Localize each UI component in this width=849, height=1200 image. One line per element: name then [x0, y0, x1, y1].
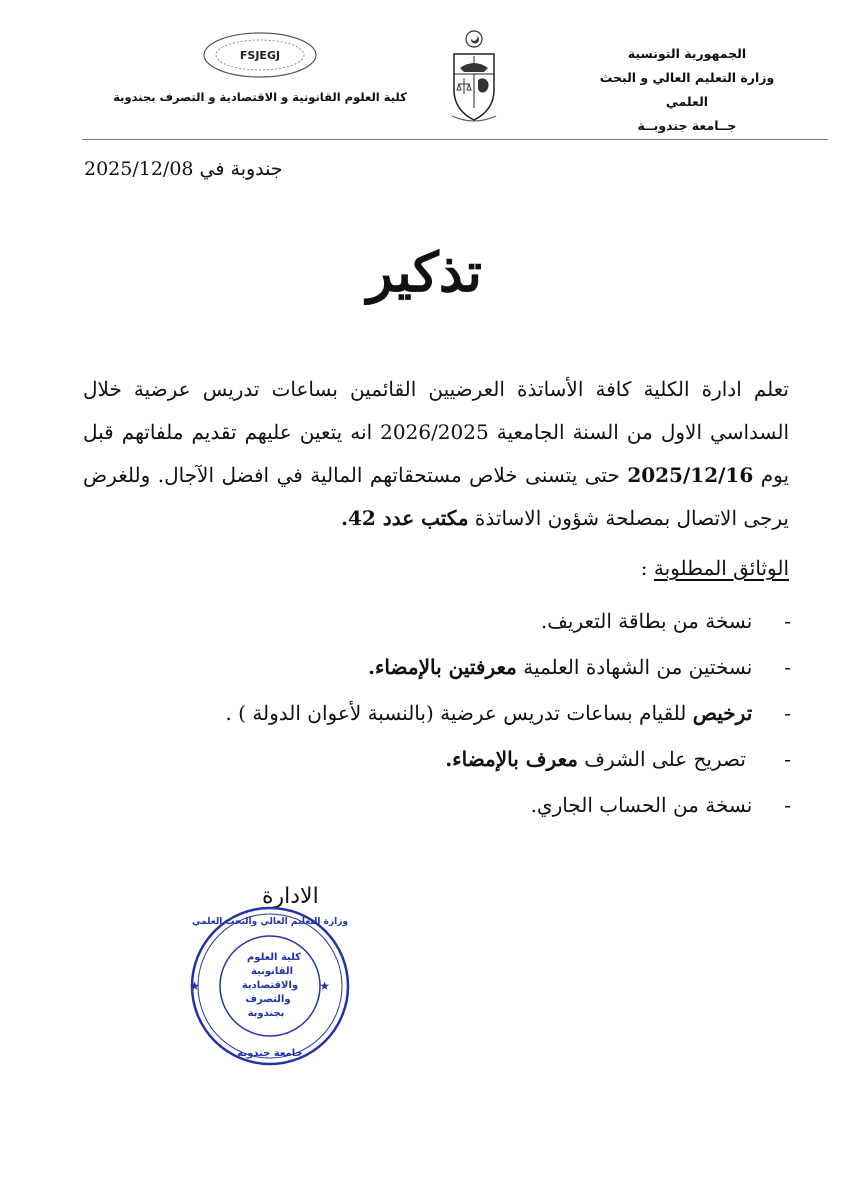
faculty-block [100, 30, 420, 104]
coat-of-arms-icon [446, 28, 502, 124]
republic-name: الجمهورية التونسية [627, 46, 747, 61]
notice-body [83, 368, 789, 540]
required-documents-heading [641, 556, 789, 580]
faculty-logo [200, 30, 320, 80]
list-item: - ترخيص للقيام بساعات تدريس عرضية (بالنسبة لأعوان الدولة ) . [225, 701, 791, 725]
issuer-block [587, 42, 787, 138]
list-item: - تصريح على الشرف معرف بالإمضاء. [445, 747, 791, 771]
ministry-name: وزارة التعليم العالي و البحث العلمي [599, 70, 775, 109]
notice-text-part2: حتى يتسنى خلاص مستحقاتهم المالية في افضل الآجال. وللغرض يرجى الاتصال بمصلحة شؤون الاساتذة [83, 463, 789, 530]
svg-text:★: ★ [319, 979, 330, 993]
notice-text-part1: تعلم ادارة الكلية كافة الأساتذة العرضيين القائمين بساعات تدريس عرضية خلال السداسي الاول من السنة الجامعية 2026/2025 انه يتعين عليهم تقديم ملفاتهم قبل يوم [83, 377, 790, 487]
university-name: جــامعة جندوبــة [637, 118, 737, 133]
list-item: - نسختين من الشهادة العلمية معرفتين بالإمضاء. [368, 655, 791, 679]
date-line: جندوبة في 2025/12/08 [84, 158, 283, 180]
svg-text:والاقتصادية: والاقتصادية [241, 980, 299, 991]
header-divider [82, 139, 828, 140]
list-item: - نسخة من الحساب الجاري. [530, 793, 791, 817]
faculty-logo-text: FSJEGJ [239, 49, 281, 62]
required-documents-list [151, 598, 791, 828]
svg-text:كلية العلوم: كلية العلوم [246, 952, 302, 963]
svg-text:★: ★ [189, 979, 200, 993]
faculty-name: كلية العلوم القانونية و الاقتصادية و التصرف بجندوبة [113, 90, 407, 104]
required-documents-colon: : [640, 556, 654, 580]
list-item: - نسخة من بطاقة التعريف. [540, 609, 791, 633]
official-stamp [186, 902, 354, 1070]
svg-text:جامعة جندوبة: جامعة جندوبة [237, 1048, 303, 1059]
svg-text:بجندوبة: بجندوبة [247, 1008, 285, 1019]
svg-text:القانونية: القانونية [250, 966, 294, 977]
office-number: مكتب عدد 42. [341, 506, 469, 530]
svg-text:وزارة التعليم العالي والبحث ال: وزارة التعليم العالي والبحث العلمي [191, 917, 349, 927]
document-title: تذكير [366, 240, 483, 304]
signature-label: الادارة [262, 884, 319, 909]
deadline-date: 2025/12/16 [627, 463, 754, 487]
required-documents-title: الوثائق المطلوبة [653, 556, 789, 580]
svg-text:والتصرف: والتصرف [245, 994, 291, 1005]
